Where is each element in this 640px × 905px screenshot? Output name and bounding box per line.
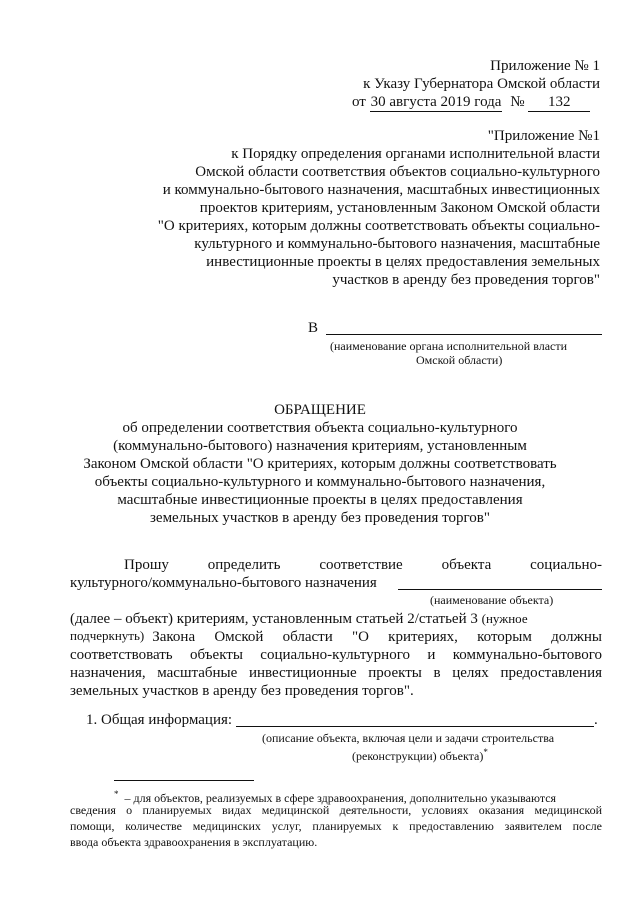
addressee-prefix: В [308,320,319,336]
decree-date-line [352,93,590,112]
title-line: объекты социально-культурного и коммунально-бытового назначения, [94,474,546,490]
addressee-caption: (наименование органа исполнительной власти [330,339,568,353]
title-line: масштабные инвестиционные проекты в целях предоставления [117,492,523,508]
appendix-line: Омской области соответствия объектов социально-культурного [195,164,600,180]
addressee-caption: Омской области) [416,353,503,367]
general-info-label: 1. Общая информация: [86,712,233,728]
appendix-line: "О критериях, которым должны соответствовать объекты социально- [157,218,600,234]
object-name-blank-line [398,589,602,590]
general-info-period: . [594,712,598,728]
footnote-marker: * [483,747,488,757]
footnote-line: помощи, количестве медицинских услуг, планируемых к предоставлению заявителем после [70,819,602,833]
document-title: ОБРАЩЕНИЕ [274,402,366,418]
appendix-line: инвестиционные проекты в целях предоставления земельных [206,254,600,270]
general-info-caption-text: (реконструкции) объекта) [352,749,484,763]
addressee-blank-line [326,334,602,335]
footnote-separator [114,780,254,781]
footnote-mark: * [114,789,119,799]
title-line: об определении соответствия объекта социально-культурного [122,420,518,436]
request-note: (нужное [481,611,528,626]
decree-date: 30 августа 2019 года [370,94,502,110]
title-line: Законом Омской области "О критериях, которым должны соответствовать [83,456,557,472]
appendix-line: проектов критериям, установленным Законом Омской области [199,200,600,216]
footnote-line: сведения о планируемых видах медицинской деятельности, условиях оказания медицинской [70,803,602,817]
general-info-caption: (описание объекта, включая цели и задачи строительства [262,731,555,745]
request-word: социально- [530,557,602,573]
general-info-blank-line [236,726,594,727]
title-line: земельных участков в аренду без проведения торгов" [149,510,490,526]
request-line: назначения, масштабные инвестиционные проекты в целях предоставления [70,665,602,681]
appendix-line: и коммунально-бытового назначения, масштабных инвестиционных [162,182,600,198]
decree-reference: к Указу Губернатора Омской области [363,76,600,92]
request-line [70,628,602,646]
general-info-caption [352,745,488,764]
request-line: земельных участков в аренду без проведения торгов". [70,683,414,699]
appendix-line: "Приложение №1 [487,128,600,144]
request-word: Прошу [124,557,169,573]
request-line: соответствовать объекты социально-культурного и коммунально-бытового [70,647,602,663]
title-line: (коммунально-бытового) назначения критериям, установленным [113,438,527,454]
request-note: подчеркнуть) [70,628,145,643]
request-text: Закона Омской области "О критериях, которым должны [152,629,602,645]
footnote-text: – для объектов, реализуемых в сфере здравоохранения, дополнительно указываются [124,791,557,805]
decree-number: 132 [528,93,590,112]
object-name-caption: (наименование объекта) [430,593,554,607]
request-line: культурного/коммунально-бытового назначения [70,575,377,591]
request-text: (далее – объект) критериям, установленным статьей 2/статьей 3 [70,611,478,627]
request-line [70,610,528,628]
request-word: определить [207,557,281,573]
appendix-line: культурного и коммунально-бытового назначения, масштабные [194,236,600,252]
appendix-line: участков в аренду без проведения торгов" [332,272,600,288]
appendix-number: Приложение № 1 [490,58,600,74]
request-line [124,556,602,574]
request-word: объекта [441,557,492,573]
footnote-line: ввода объекта здравоохранения в эксплуатацию. [70,835,318,849]
appendix-line: к Порядку определения органами исполнительной власти [231,146,600,162]
request-word: соответствие [319,557,403,573]
date-prefix: от [352,94,366,110]
number-sign: № [510,94,525,110]
